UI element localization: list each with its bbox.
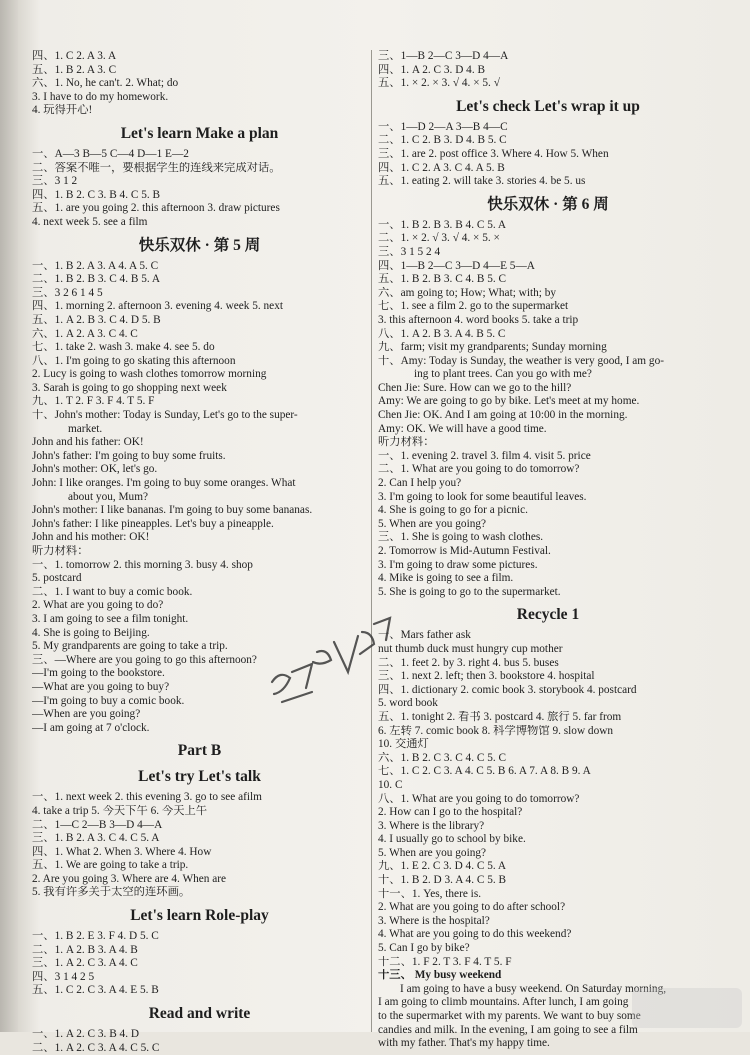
section-heading: Let's learn Role-play bbox=[130, 907, 269, 925]
answer-line: —I am going at 7 o'clock. bbox=[32, 721, 150, 734]
answer-line: 九、1. E 2. C 3. D 4. C 5. A bbox=[378, 860, 507, 873]
answer-line: 4. next week 5. see a film bbox=[32, 215, 148, 228]
answer-line: 四、1. What 2. When 3. Where 4. How bbox=[32, 845, 212, 858]
answer-line: 五、1. B 2. B 3. C 4. B 5. C bbox=[378, 273, 507, 286]
answer-line: 四、1—B 2—C 3—D 4—E 5—A bbox=[378, 259, 535, 272]
answer-line: John's father: I'm going to buy some fruits. bbox=[32, 449, 226, 462]
answer-line: 3. I am going to see a film tonight. bbox=[32, 612, 189, 625]
answer-line: 四、1. dictionary 2. comic book 3. storybook 4. postcard bbox=[378, 683, 637, 696]
answer-line: 5. 我有许多关于太空的连环画。 bbox=[32, 886, 191, 899]
answer-line: 4. 玩得开心! bbox=[32, 104, 93, 117]
answer-line: 4. Mike is going to see a film. bbox=[378, 572, 514, 585]
answer-line: 3. I'm going to look for some beautiful leaves. bbox=[378, 490, 587, 503]
left-column bbox=[32, 50, 367, 1055]
answer-line: 5. word book bbox=[378, 697, 438, 710]
answer-line: 2. Tomorrow is Mid-Autumn Festival. bbox=[378, 545, 551, 557]
page-binding-shadow bbox=[0, 0, 18, 1032]
answer-line: 听力材料： bbox=[32, 545, 89, 557]
answer-line: 二、1. C 2. B 3. D 4. B 5. C bbox=[378, 134, 507, 147]
answer-line: 五、1. A 2. B 3. C 4. D 5. B bbox=[32, 313, 161, 326]
answer-line: 一、1. B 2. E 3. F 4. D 5. C bbox=[32, 930, 159, 943]
answer-line: to the supermarket with my parents. We want to buy some bbox=[378, 1010, 641, 1022]
answer-line: 一、1. B 2. B 3. B 4. C 5. A bbox=[378, 218, 507, 231]
answer-line: 二、1. × 2. √ 3. √ 4. × 5. × bbox=[378, 232, 500, 245]
answer-line: 二、1. B 2. B 3. C 4. B 5. A bbox=[32, 273, 161, 286]
section-heading: 快乐双休 · 第 6 周 bbox=[487, 195, 609, 213]
answer-line: 八、1. I'm going to go skating this afternoon bbox=[32, 354, 236, 367]
answer-line: —I'm going to buy a comic book. bbox=[32, 694, 185, 707]
answer-line: —When are you going? bbox=[32, 708, 141, 721]
answer-line: John's father: I like pineapples. Let's buy a pineapple. bbox=[32, 517, 274, 530]
answer-line: 三、—Where are you going to go this afternoon? bbox=[32, 653, 257, 666]
answer-line: I am going to climb mountains. After lunch, I am going bbox=[378, 996, 629, 1009]
answer-line: 七、1. C 2. C 3. A 4. C 5. B 6. A 7. A 8. B 9. A bbox=[378, 765, 591, 778]
answer-line: 三、1. She is going to wash clothes. bbox=[378, 531, 544, 544]
answer-line: 四、3 1 4 2 5 bbox=[32, 970, 95, 983]
answer-line: 三、3 1 2 bbox=[32, 175, 78, 188]
answer-line: 四、1. C 2. A 3. A bbox=[32, 50, 117, 62]
answer-line: 一、1—D 2—A 3—B 4—C bbox=[378, 120, 508, 133]
answer-line: 5. When are you going? bbox=[378, 846, 487, 859]
corner-watermark bbox=[632, 988, 742, 1028]
answer-line: 九、1. T 2. F 3. F 4. T 5. F bbox=[32, 395, 155, 408]
answer-line: 十、1. B 2. D 3. A 4. C 5. B bbox=[378, 874, 507, 887]
answer-line: 一、Mars father ask bbox=[378, 629, 471, 642]
answer-line: 4. I usually go to school by bike. bbox=[378, 833, 526, 846]
answer-line: 三、1. A 2. C 3. A 4. C bbox=[32, 957, 138, 970]
answer-line: 一、1. next week 2. this evening 3. go to see afilm bbox=[32, 791, 262, 804]
answer-line-continued: about you, Mum? bbox=[68, 490, 149, 503]
section-heading: Let's learn Make a plan bbox=[120, 124, 279, 142]
answer-line: John's mother: I like bananas. I'm going to buy some bananas. bbox=[32, 504, 313, 517]
section-heading: Part B bbox=[177, 742, 222, 760]
answer-line: 五、1. B 2. A 3. C bbox=[32, 63, 117, 76]
section-heading: 快乐双休 · 第 5 周 bbox=[138, 236, 261, 254]
answer-line: 2. What are you going to do after school? bbox=[378, 901, 566, 914]
answer-line: nut thumb duck must hungry cup mother bbox=[378, 642, 563, 655]
handwritten-stamp-mark bbox=[262, 612, 402, 722]
answer-line: 五、1. are you going 2. this afternoon 3. draw pictures bbox=[32, 202, 280, 215]
answer-line: 六、1. B 2. C 3. C 4. C 5. C bbox=[378, 751, 507, 764]
answer-line: 4. take a trip 5. 今天下午 6. 今天上午 bbox=[32, 804, 208, 817]
answer-line: Chen Jie: Sure. How can we go to the hill? bbox=[378, 381, 572, 394]
answer-line: 四、1. morning 2. afternoon 3. evening 4. week 5. next bbox=[32, 300, 283, 313]
answer-line: 七、1. take 2. wash 3. make 4. see 5. do bbox=[32, 341, 215, 354]
right-column bbox=[378, 50, 718, 1051]
answer-line: 3. this afternoon 4. word books 5. take a trip bbox=[378, 313, 579, 326]
answer-line: 5. My grandparents are going to take a trip. bbox=[32, 640, 228, 653]
answer-line: 2. Lucy is going to wash clothes tomorrow morning bbox=[32, 368, 267, 381]
answer-line: 二、1—C 2—B 3—D 4—A bbox=[32, 818, 163, 831]
answer-line: 听力材料： bbox=[378, 436, 435, 449]
answer-line: 二、1. A 2. B 3. A 4. B bbox=[32, 943, 138, 956]
section-heading: Let's check Let's wrap it up bbox=[456, 97, 640, 115]
answer-line: 四、1. B 2. C 3. B 4. C 5. B bbox=[32, 188, 161, 201]
section-heading: Let's try Let's talk bbox=[138, 768, 261, 786]
answer-line: 二、1. A 2. C 3. A 4. C 5. C bbox=[32, 1041, 160, 1054]
answer-line: Amy: OK. We will have a good time. bbox=[378, 422, 547, 435]
answer-line: 六、am going to; How; What; with; by bbox=[378, 286, 557, 299]
answer-line: 五、1. We are going to take a trip. bbox=[32, 859, 189, 872]
answer-line: 3. Sarah is going to go shopping next week bbox=[32, 381, 227, 394]
answer-line: 5. When are you going? bbox=[378, 517, 487, 530]
answer-line: 二、1. feet 2. by 3. right 4. bus 5. buses bbox=[378, 656, 559, 669]
answer-line: 五、1. C 2. C 3. A 4. E 5. B bbox=[32, 984, 159, 997]
answer-line: 十、Amy: Today is Sunday, the weather is very good, I am go- bbox=[378, 354, 664, 367]
answer-line: John: I like oranges. I'm going to buy some oranges. What bbox=[32, 477, 296, 490]
answer-line: 六、1. No, he can't. 2. What; do bbox=[32, 77, 179, 90]
answer-line: 一、A—3 B—5 C—4 D—1 E—2 bbox=[32, 147, 189, 160]
answer-line: 三、3 2 6 1 4 5 bbox=[32, 286, 103, 299]
answer-line: 5. Can I go by bike? bbox=[378, 942, 470, 955]
answer-line: 2. Can I help you? bbox=[378, 477, 462, 490]
answer-line: 一、1. evening 2. travel 3. film 4. visit 5. price bbox=[378, 449, 591, 462]
answer-line: 4. What are you going to do this weekend? bbox=[378, 928, 572, 941]
answer-line: 三、1. next 2. left; then 3. bookstore 4. hospital bbox=[378, 670, 595, 683]
answer-line: 三、1. are 2. post office 3. Where 4. How 5. When bbox=[378, 147, 609, 160]
answer-line: 三、3 1 5 2 4 bbox=[378, 245, 441, 258]
answer-line: with my father. That's my happy time. bbox=[378, 1037, 550, 1050]
answer-line: 3. Where is the library? bbox=[378, 819, 485, 832]
essay-title: 十三、 My busy weekend bbox=[378, 969, 502, 982]
answer-line: 4. She is going to Beijing. bbox=[32, 626, 150, 639]
answer-line: 十一、1. Yes, there is. bbox=[378, 887, 482, 900]
answer-line: 四、1. A 2. C 3. D 4. B bbox=[378, 63, 486, 76]
section-heading: Read and write bbox=[148, 1005, 251, 1023]
answer-line: 6. 左转 7. comic book 8. 科学博物馆 9. slow down bbox=[378, 724, 614, 737]
answer-line: John's mother: OK, let's go. bbox=[32, 463, 158, 476]
answer-line: 五、1. eating 2. will take 3. stories 4. be 5. us bbox=[378, 175, 586, 188]
answer-line: 七、1. see a film 2. go to the supermarket bbox=[378, 300, 569, 313]
answer-line: 2. How can I go to the hospital? bbox=[378, 806, 523, 819]
answer-line: 三、1. B 2. A 3. C 4. C 5. A bbox=[32, 832, 160, 845]
answer-line: —What are you going to buy? bbox=[32, 680, 170, 693]
answer-line: 3. I have to do my homework. bbox=[32, 90, 169, 103]
answer-line: 六、1. A 2. A 3. C 4. C bbox=[32, 327, 138, 340]
answer-line: candies and milk. In the evening, I am going to see a film bbox=[378, 1023, 638, 1036]
answer-line: 5. She is going to go to the supermarket. bbox=[378, 585, 561, 598]
column-divider bbox=[371, 50, 372, 1032]
answer-line: 3. Where is the hospital? bbox=[378, 914, 490, 927]
answer-line: 一、1. A 2. C 3. B 4. D bbox=[32, 1028, 140, 1041]
answer-line: Amy: We are going to go by bike. Let's meet at my home. bbox=[378, 395, 640, 408]
answer-line: 十、John's mother: Today is Sunday, Let's go to the super- bbox=[32, 409, 298, 422]
answer-line: 五、1. tonight 2. 看书 3. postcard 4. 旅行 5. far from bbox=[378, 710, 622, 723]
answer-line: 5. postcard bbox=[32, 572, 82, 585]
answer-line-continued: market. bbox=[68, 422, 103, 435]
answer-line: 3. I'm going to draw some pictures. bbox=[378, 558, 538, 571]
answer-line: 2. Are you going 3. Where are 4. When are bbox=[32, 872, 227, 885]
answer-line: 八、1. A 2. B 3. A 4. B 5. C bbox=[378, 327, 506, 340]
answer-line: 四、1. C 2. A 3. C 4. A 5. B bbox=[378, 161, 505, 174]
answer-line: 2. What are you going to do? bbox=[32, 599, 164, 612]
answer-line: Chen Jie: OK. And I am going at 10:00 in the morning. bbox=[378, 409, 628, 422]
answer-line: 二、1. I want to buy a comic book. bbox=[32, 585, 193, 598]
answer-line: 10. C bbox=[378, 778, 403, 791]
answer-line: John and his father: OK! bbox=[32, 436, 144, 449]
answer-line: 二、1. What are you going to do tomorrow? bbox=[378, 463, 580, 476]
answer-line: 一、1. B 2. A 3. A 4. A 5. C bbox=[32, 259, 159, 272]
answer-line: 九、farm; visit my grandparents; Sunday morning bbox=[378, 341, 607, 354]
answer-line: 二、答案不唯一，要根据学生的连线来完成对话。 bbox=[32, 161, 281, 174]
answer-line: 十二、1. F 2. T 3. F 4. T 5. F bbox=[378, 955, 512, 968]
essay-line: I am going to have a busy weekend. On Saturday morning, bbox=[400, 982, 667, 995]
section-heading: Recycle 1 bbox=[516, 606, 580, 624]
answer-line: 三、1—B 2—C 3—D 4—A bbox=[378, 50, 509, 62]
answer-line: 10. 交通灯 bbox=[378, 738, 429, 751]
answer-line: 4. She is going to go for a picnic. bbox=[378, 504, 528, 517]
answer-line: 一、1. tomorrow 2. this morning 3. busy 4. shop bbox=[32, 558, 253, 571]
answer-line-continued: ing to plant trees. Can you go with me? bbox=[414, 368, 592, 381]
answer-line: 五、1. × 2. × 3. √ 4. × 5. √ bbox=[378, 77, 500, 90]
answer-line: John and his mother: OK! bbox=[32, 531, 150, 544]
answer-line: 八、1. What are you going to do tomorrow? bbox=[378, 792, 580, 805]
answer-line: —I'm going to the bookstore. bbox=[32, 667, 165, 680]
